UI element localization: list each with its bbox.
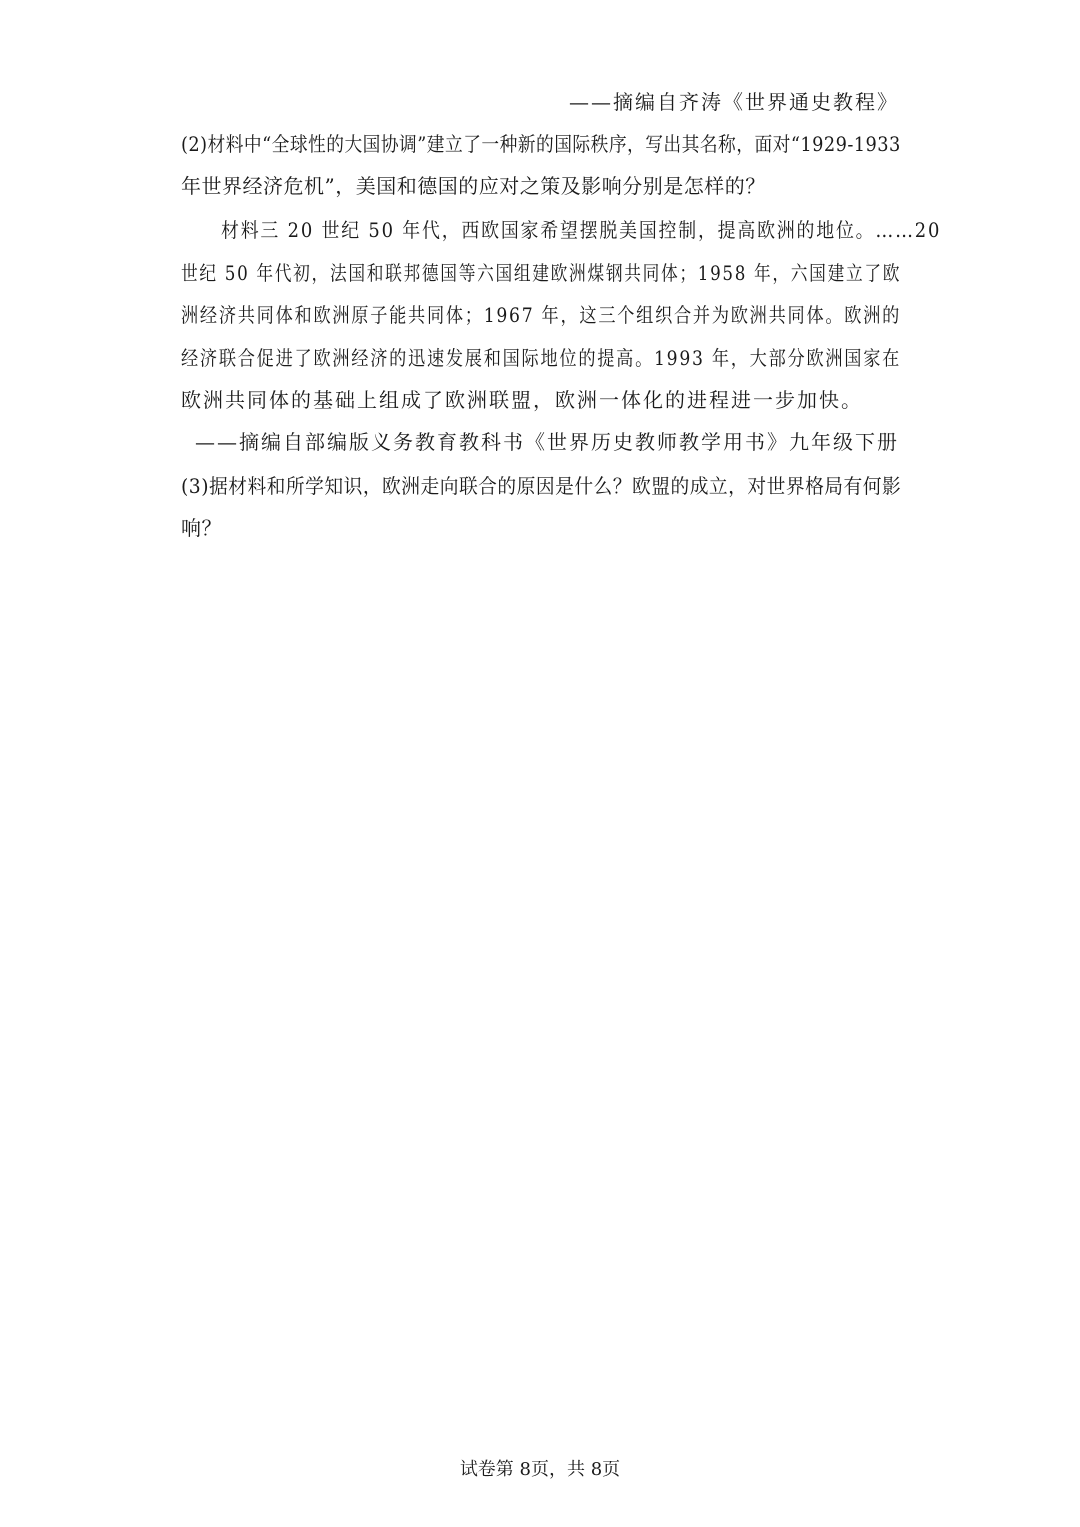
- material-3-line-4: 经济联合促进了欧洲经济的迅速发展和国际地位的提高。1993 年，大部分欧洲国家在: [181, 346, 902, 370]
- material-3-line-5: 欧洲共同体的基础上组成了欧洲联盟，欧洲一体化的进程进一步加快。: [181, 388, 863, 412]
- question-3-line-1: (3)据材料和所学知识，欧洲走向联合的原因是什么？欧盟的成立，对世界格局有何影: [181, 474, 902, 498]
- source-citation-3: ——摘编自部编版义务教育教科书《世界历史教师教学用书》九年级下册: [195, 430, 899, 454]
- page-footer: 试卷第 8页，共 8页: [459, 1459, 621, 1480]
- source-citation-1: ——摘编自齐涛《世界通史教程》: [569, 90, 899, 114]
- question-2-line-2: 年世界经济危机”，美国和德国的应对之策及影响分别是怎样的？: [181, 174, 766, 198]
- material-3-line-3: 洲经济共同体和欧洲原子能共同体；1967 年，这三个组织合并为欧洲共同体。欧洲的: [181, 303, 902, 327]
- question-2-line-1: (2)材料中“全球性的大国协调”建立了一种新的国际秩序，写出其名称，面对“1929-1933: [181, 132, 901, 156]
- question-3-line-2: 响？: [181, 516, 222, 540]
- material-3-line-2: 世纪 50 年代初，法国和联邦德国等六国组建欧洲煤钢共同体；1958 年，六国建立了欧: [181, 261, 902, 285]
- material-3-line-1: 材料三 20 世纪 50 年代，西欧国家希望摆脱美国控制，提高欧洲的地位。……20: [221, 218, 942, 242]
